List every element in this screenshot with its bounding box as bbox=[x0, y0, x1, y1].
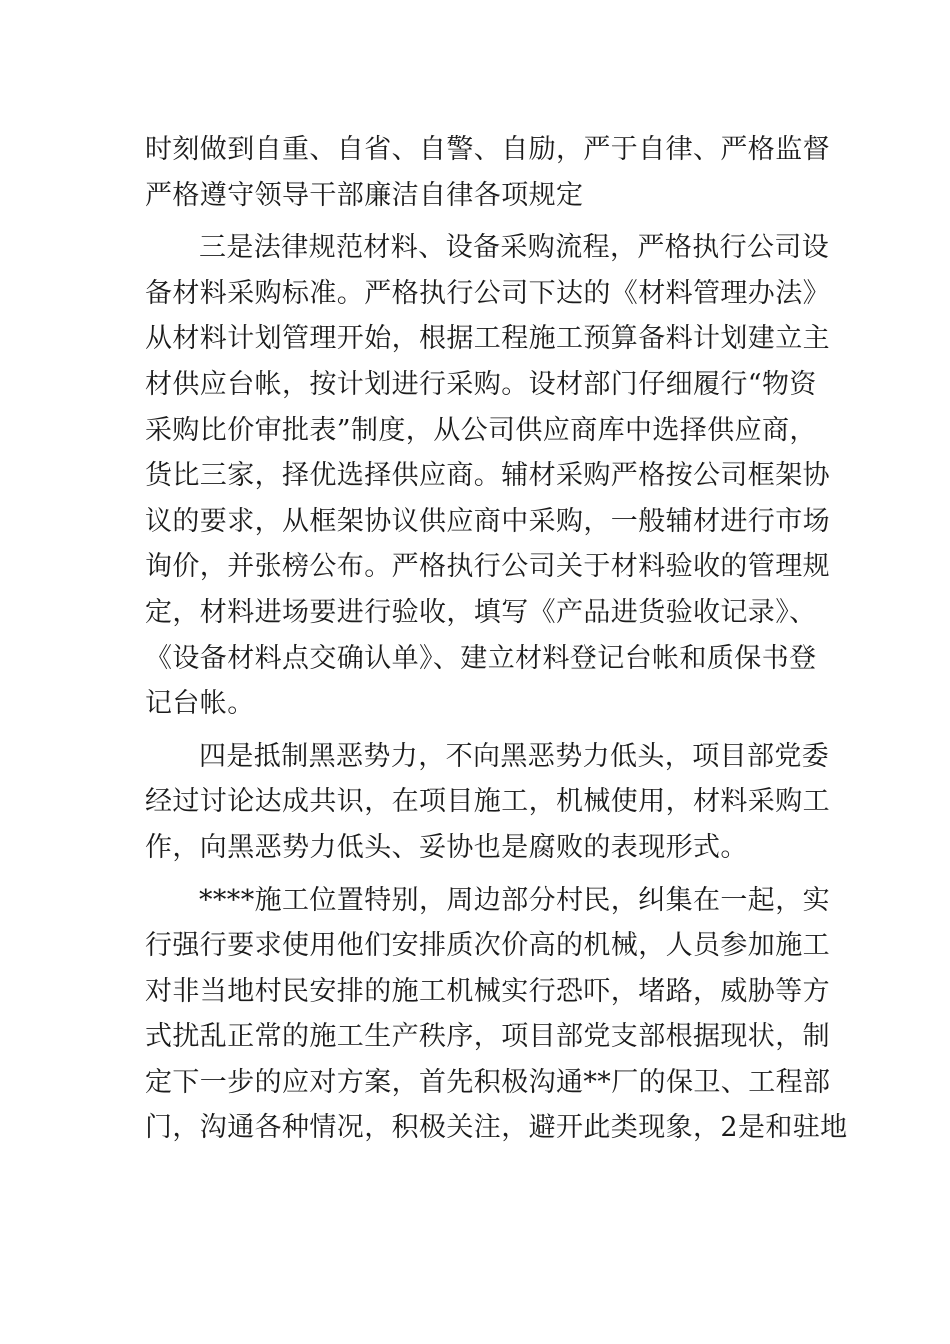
text-line: 询价，并张榜公布。严格执行公司关于材料验收的管理规 bbox=[145, 551, 830, 583]
text-line: 定下一步的应对方案，首先积极沟通**厂的保卫、工程部 bbox=[145, 1066, 831, 1098]
text-line: 备材料采购标准。严格执行公司下达的《材料管理办法》 bbox=[145, 277, 830, 309]
text-line: 行强行要求使用他们安排质次价高的机械，人员参加施工 bbox=[145, 930, 830, 962]
text-line: 三是法律规范材料、设备采购流程，严格执行公司设 bbox=[199, 232, 830, 264]
paragraph-1 bbox=[145, 127, 830, 218]
text-line: 式扰乱正常的施工生产秩序，项目部党支部根据现状，制 bbox=[145, 1021, 830, 1053]
text-line: 严格遵守领导干部廉洁自律各项规定 bbox=[145, 179, 584, 211]
text-line: 《设备材料点交确认单》、建立材料登记台帐和质保书登 bbox=[145, 642, 817, 674]
text-line: 采购比价审批表”制度，从公司供应商库中选择供应商， bbox=[145, 414, 817, 446]
text-line: 材供应台帐，按计划进行采购。设材部门仔细履行“物资 bbox=[145, 368, 817, 400]
text-line: 门，沟通各种情况，积极关注，避开此类现象，2是和驻地 bbox=[145, 1112, 848, 1144]
text-line: 时刻做到自重、自省、自警、自励，严于自律、严格监督 bbox=[145, 134, 830, 165]
text-line: 四是抵制黑恶势力，不向黑恶势力低头，项目部党委 bbox=[199, 740, 830, 772]
paragraph-3 bbox=[145, 734, 830, 871]
text-line: 从材料计划管理开始，根据工程施工预算备料计划建立主 bbox=[145, 323, 830, 355]
text-line: 货比三家，择优选择供应商。辅材采购严格按公司框架协 bbox=[145, 460, 830, 492]
text-line: 定，材料进场要进行验收，填写《产品进货验收记录》、 bbox=[145, 596, 817, 628]
text-line: 作，向黑恶势力低头、妥协也是腐败的表现形式。 bbox=[145, 831, 748, 863]
text-line: 议的要求，从框架协议供应商中采购，一般辅材进行市场 bbox=[145, 505, 830, 537]
text-line: ****施工位置特别，周边部分村民，纠集在一起，实 bbox=[199, 884, 830, 916]
paragraph-2 bbox=[145, 225, 830, 727]
text-line: 记台帐。 bbox=[145, 688, 255, 720]
text-line: 对非当地村民安排的施工机械实行恐吓，堵路，威胁等方 bbox=[145, 975, 830, 1007]
paragraph-4 bbox=[145, 878, 848, 1152]
text-line: 经过讨论达成共识，在项目施工，机械使用，材料采购工 bbox=[145, 786, 830, 818]
document-body bbox=[145, 127, 848, 1151]
